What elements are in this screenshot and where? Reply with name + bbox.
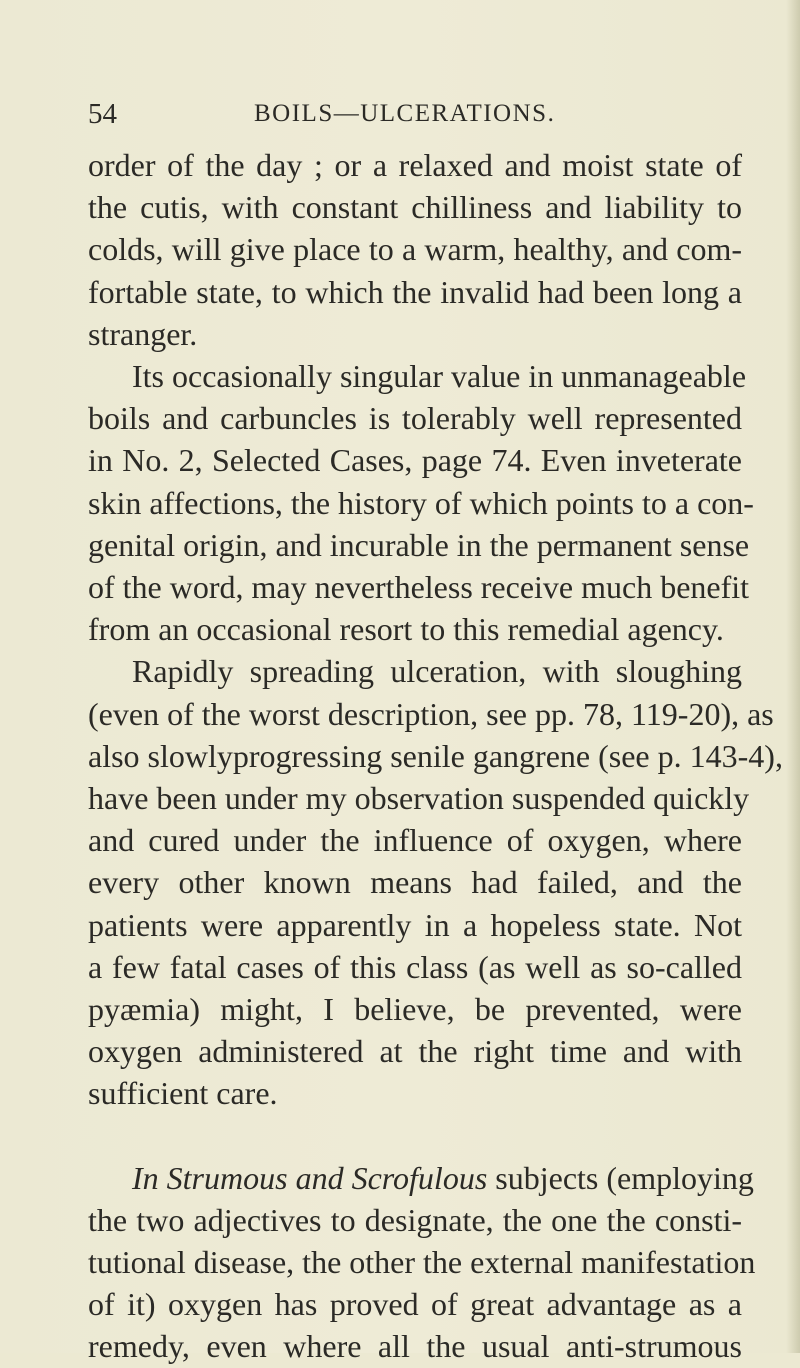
text-line: sufficient care.	[88, 1075, 278, 1112]
text-run: subjects (employing	[487, 1159, 754, 1196]
text-line: order of the day ; or a relaxed and moist state of	[88, 147, 742, 183]
text-line: pyæmia) might, I believe, be prevented, were	[88, 991, 742, 1028]
text-line: remedy, even where all the usual anti-strumous	[88, 1328, 742, 1365]
text-line: skin affections, the history of which points to a con-	[88, 484, 754, 521]
text-line: from an occasional resort to this remedial agency.	[88, 611, 724, 648]
italic-phrase: In Strumous and Scrofulous	[132, 1159, 488, 1196]
text-line: the cutis, with constant chilliness and liability to	[88, 189, 742, 226]
text-line: stranger.	[88, 315, 198, 352]
text-line: Its occasionally singular value in unmanageable	[132, 358, 747, 395]
text-line: oxygen administered at the right time and with	[88, 1033, 742, 1070]
text-line: of it) oxygen has proved of great advantage as a	[88, 1286, 742, 1323]
text-line: Rapidly spreading ulceration, with sloughing	[132, 653, 742, 690]
text-line: of the word, may nevertheless receive much benefit	[88, 569, 750, 606]
text-line: a few fatal cases of this class (as well as so-called	[88, 948, 742, 985]
text-line: tutional disease, the other the external manifestation	[88, 1244, 756, 1281]
text-line: in No. 2, Selected Cases, page 74. Even inveterate	[88, 442, 742, 479]
page-header	[88, 96, 728, 132]
text-line: and cured under the influence of oxygen, where	[88, 822, 742, 859]
body-text	[88, 144, 783, 1368]
page-number: 54	[88, 98, 117, 130]
text-line: genital origin, and incurable in the permanent sense	[88, 526, 750, 563]
text-line: colds, will give place to a warm, healthy, and com-	[88, 231, 742, 268]
text-line: (even of the worst description, see pp. 78, 119-20), as	[88, 695, 774, 732]
page-edge-shadow	[786, 0, 800, 1353]
text-line: fortable state, to which the invalid had been long a	[88, 273, 742, 310]
text-line: patients were apparently in a hopeless state. Not	[88, 906, 742, 943]
text-line	[88, 1157, 754, 1199]
text-line: the two adjectives to designate, the one the consti-	[88, 1201, 742, 1238]
running-head: BOILS—ULCERATIONS.	[254, 100, 556, 127]
text-line: have been under my observation suspended quickly	[88, 780, 750, 817]
text-line: every other known means had failed, and the	[88, 864, 742, 901]
text-line: boils and carbuncles is tolerably well represented	[88, 400, 742, 437]
paragraph-gap	[88, 1115, 742, 1157]
text-line: also slowlyprogressing senile gangrene (see p. 143-4),	[88, 737, 783, 774]
